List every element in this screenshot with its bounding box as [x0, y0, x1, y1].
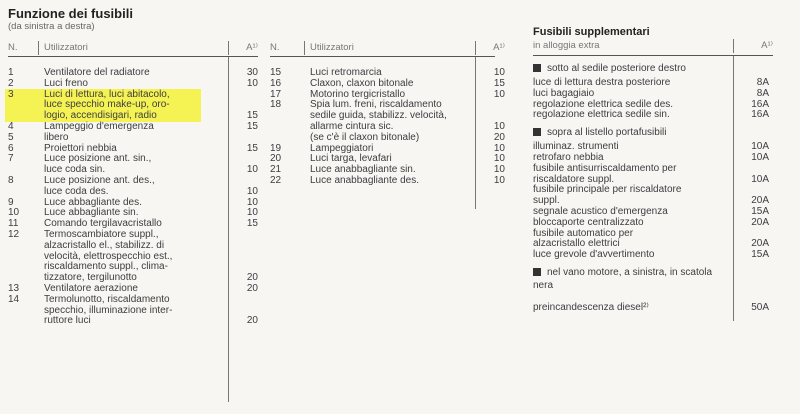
header-number: N.: [270, 42, 280, 53]
fuse-user-line: Ventilatore aerazione: [44, 283, 138, 294]
page-title: Funzione dei fusibili: [8, 6, 133, 21]
fuse-amperage: 15: [246, 142, 258, 154]
fuse-column-3: [533, 0, 773, 414]
supplementary-user-line: illuminaz. strumenti: [533, 141, 619, 153]
header-users: Utilizzatori: [310, 42, 354, 53]
section-heading-text: sopra al listello portafusibili: [547, 127, 667, 139]
fuse-user-line: Luce anabbagliante sin.: [310, 164, 416, 176]
fuse-amperage: 20: [246, 315, 258, 327]
fuse-column-1: [8, 0, 258, 414]
column-divider: [228, 41, 229, 55]
header-users: Utilizzatori: [44, 42, 88, 53]
section-heading-text: nel vano motore, a sinistra, in scatola: [547, 267, 713, 278]
column-divider: [475, 41, 476, 55]
supplementary-user-line: luce di lettura destra posteriore: [533, 77, 671, 88]
fuse-number: 18: [270, 99, 282, 111]
header-amperes: A¹⁾: [246, 42, 258, 53]
supplementary-amperage: 20A: [751, 216, 769, 228]
fuse-amperage: 10: [246, 185, 258, 197]
fuse-amperage: 15: [493, 77, 505, 89]
fuse-number: 19: [270, 142, 282, 154]
page-subtitle: (da sinistra a destra): [8, 21, 95, 32]
section-heading-continued: nera: [533, 280, 554, 291]
supplementary-amperage: 16A: [751, 98, 769, 110]
supplementary-user-line: luce grevole d'avvertimento: [533, 249, 655, 261]
supplementary-amperage: 10A: [751, 141, 769, 153]
fuse-user-line: Motorino tergicristallo: [310, 88, 406, 100]
fuse-number: 5: [8, 131, 14, 143]
supplementary-user-line: regolazione elettrica sedile sin.: [533, 109, 670, 121]
fuse-amperage: 30: [246, 67, 258, 78]
supplementary-title: Fusibili supplementari: [533, 26, 650, 38]
header-rule: [533, 55, 773, 56]
column-divider: [733, 39, 734, 53]
fuse-number: 21: [270, 164, 282, 176]
column-divider: [38, 41, 39, 55]
fuse-user-line: luce specchio make-up, oro-: [44, 99, 170, 111]
fuse-user-line: Luce posizione ant. des.,: [44, 175, 155, 186]
fuse-column-2: [270, 0, 520, 414]
fuse-user-line: specchio, illuminazione inter-: [44, 304, 173, 316]
fuse-user-line: Ventilatore del radiatore: [44, 67, 150, 78]
supplementary-amperage: 20A: [751, 195, 769, 207]
fuse-number: 4: [8, 121, 14, 132]
fuse-user-line: Claxon, claxon bitonale: [310, 77, 414, 89]
fuse-user-line: Luci retromarcia: [310, 67, 382, 78]
fuse-amperage: 15: [246, 110, 258, 122]
fuse-user-line: libero: [44, 131, 69, 143]
fuse-number: 14: [8, 293, 20, 305]
fuse-user-line: Lampeggio d'emergenza: [44, 121, 154, 132]
amp-divider: [228, 57, 229, 402]
fuse-user-line: Luce abbagliante sin.: [44, 207, 139, 219]
fuse-user-line: Luci freno: [44, 77, 88, 89]
fuse-number: 13: [8, 283, 20, 294]
fuse-user-line: riscaldamento suppl., clima-: [44, 261, 168, 273]
section-heading: [533, 64, 686, 75]
fuse-number: 2: [8, 77, 14, 89]
fuse-amperage: 20: [493, 131, 505, 143]
fuse-user-line: Comando tergilavacristallo: [44, 218, 162, 230]
fuse-number: 8: [8, 175, 14, 186]
fuse-user-line: Termolunotto, riscaldamento: [44, 293, 170, 305]
fuse-user-line: velocità, elettrospecchio est.,: [44, 250, 173, 262]
supplementary-amperage: 20A: [751, 238, 769, 250]
fuse-number: 16: [270, 77, 282, 89]
fuse-amperage: 10: [246, 196, 258, 208]
supplementary-user-line: preincandescenza diesel²⁾: [533, 302, 649, 313]
fuse-user-line: Luce posizione ant. sin.,: [44, 153, 152, 165]
section-heading: [533, 128, 667, 139]
fuse-amperage: 10: [493, 121, 505, 132]
column-divider: [304, 41, 305, 55]
fuse-number: 17: [270, 88, 282, 100]
fuse-user-line: sedile guida, stabilizz. velocità,: [310, 110, 447, 122]
fuse-user-line: allarme cintura sic.: [310, 121, 394, 132]
fuse-user-line: Luce anabbagliante des.: [310, 175, 419, 186]
fuse-user-line: Spia lum. freni, riscaldamento: [310, 99, 442, 111]
square-bullet-icon: [533, 268, 541, 276]
fuse-number: 20: [270, 153, 282, 165]
fuse-number: 11: [8, 218, 19, 230]
fuse-user-line: Lampeggiatori: [310, 142, 374, 154]
supplementary-user-line: riscaldatore suppl.: [533, 173, 615, 185]
fuse-amperage: 10: [246, 207, 258, 219]
supplementary-subtitle: in alloggia extra: [533, 40, 600, 51]
fuse-amperage: 15: [246, 121, 258, 132]
fuse-number: 12: [8, 229, 20, 240]
header-rule: [270, 56, 495, 57]
supplementary-user-line: alzacristallo elettrici: [533, 238, 620, 250]
supplementary-user-line: suppl.: [533, 195, 560, 207]
fuse-number: 10: [8, 207, 20, 219]
fuse-amperage: 10: [493, 142, 505, 154]
fuse-user-line: Luci targa, levafari: [310, 153, 392, 165]
supplementary-amperage: 16A: [751, 109, 769, 121]
supplementary-user-line: retrofaro nebbia: [533, 152, 604, 163]
fuse-number: 9: [8, 196, 14, 208]
supplementary-amperage: 8A: [756, 77, 769, 88]
fuse-amperage: 10: [493, 164, 505, 176]
supplementary-amperage: 10A: [751, 152, 769, 163]
amp-divider: [733, 56, 734, 321]
supplementary-user-line: segnale acustico d'emergenza: [533, 206, 668, 217]
fuse-amperage: 10: [493, 67, 505, 78]
amp-divider: [733, 302, 734, 314]
fuse-amperage: 20: [246, 283, 258, 294]
section-heading-text: sotto al sedile posteriore destro: [547, 63, 686, 74]
fuse-user-line: luce coda sin.: [44, 164, 106, 176]
header-amperes: A¹⁾: [493, 42, 505, 53]
fuse-number: 22: [270, 175, 282, 186]
fuse-user-line: Luci di lettura, luci abitacolo,: [44, 88, 170, 100]
supplementary-amperage: 10A: [751, 173, 769, 185]
fuse-user-line: (se c'è il claxon bitonale): [310, 131, 420, 143]
fuse-user-line: alzacristallo el., stabilizz. di: [44, 239, 165, 251]
supplementary-user-line: regolazione elettrica sedile des.: [533, 98, 674, 110]
square-bullet-icon: [533, 64, 541, 72]
fuse-number: 6: [8, 142, 14, 154]
supplementary-amperage: 15A: [751, 249, 769, 261]
header-number: N.: [8, 42, 18, 53]
fuse-amperage: 15: [246, 218, 258, 230]
fuse-user-line: Termoscambiatore suppl.,: [44, 229, 159, 240]
fuse-amperage: 10: [246, 77, 258, 89]
square-bullet-icon: [533, 128, 541, 136]
fuse-user-line: ruttore luci: [44, 315, 91, 327]
header-amperes: A¹⁾: [761, 40, 773, 51]
section-heading: [533, 268, 712, 279]
fuse-user-line: logio, accendisigari, radio: [44, 110, 157, 122]
fuse-number: 15: [270, 67, 282, 78]
fuse-user-line: luce coda des.: [44, 185, 109, 197]
fuse-number: 3: [8, 88, 14, 100]
fuse-user-line: Luce abbagliante des.: [44, 196, 142, 208]
supplementary-amperage: 50A: [751, 302, 769, 313]
supplementary-amperage: 15A: [751, 206, 769, 217]
fuse-amperage: 10: [246, 164, 258, 176]
supplementary-user-line: bloccaporte centralizzato: [533, 216, 644, 228]
fuse-number: 1: [8, 67, 14, 78]
fuse-amperage: 10: [493, 175, 505, 186]
amp-divider: [475, 57, 476, 209]
fuse-user-line: tizzatore, tergilunotto: [44, 272, 137, 284]
supplementary-user-line: fusibile automatico per: [533, 227, 634, 239]
header-rule: [8, 56, 258, 57]
supplementary-amperage: 8A: [756, 87, 769, 99]
fuse-number: 7: [8, 153, 14, 165]
fuse-user-line: Proiettori nebbia: [44, 142, 117, 154]
supplementary-user-line: fusibile antisurriscaldamento per: [533, 162, 677, 174]
fuse-amperage: 10: [493, 88, 505, 100]
supplementary-user-line: luci bagagiaio: [533, 87, 595, 99]
fuse-amperage: 20: [246, 272, 258, 284]
fuse-amperage: 10: [493, 153, 505, 165]
supplementary-user-line: fusibile principale per riscaldatore: [533, 184, 682, 196]
